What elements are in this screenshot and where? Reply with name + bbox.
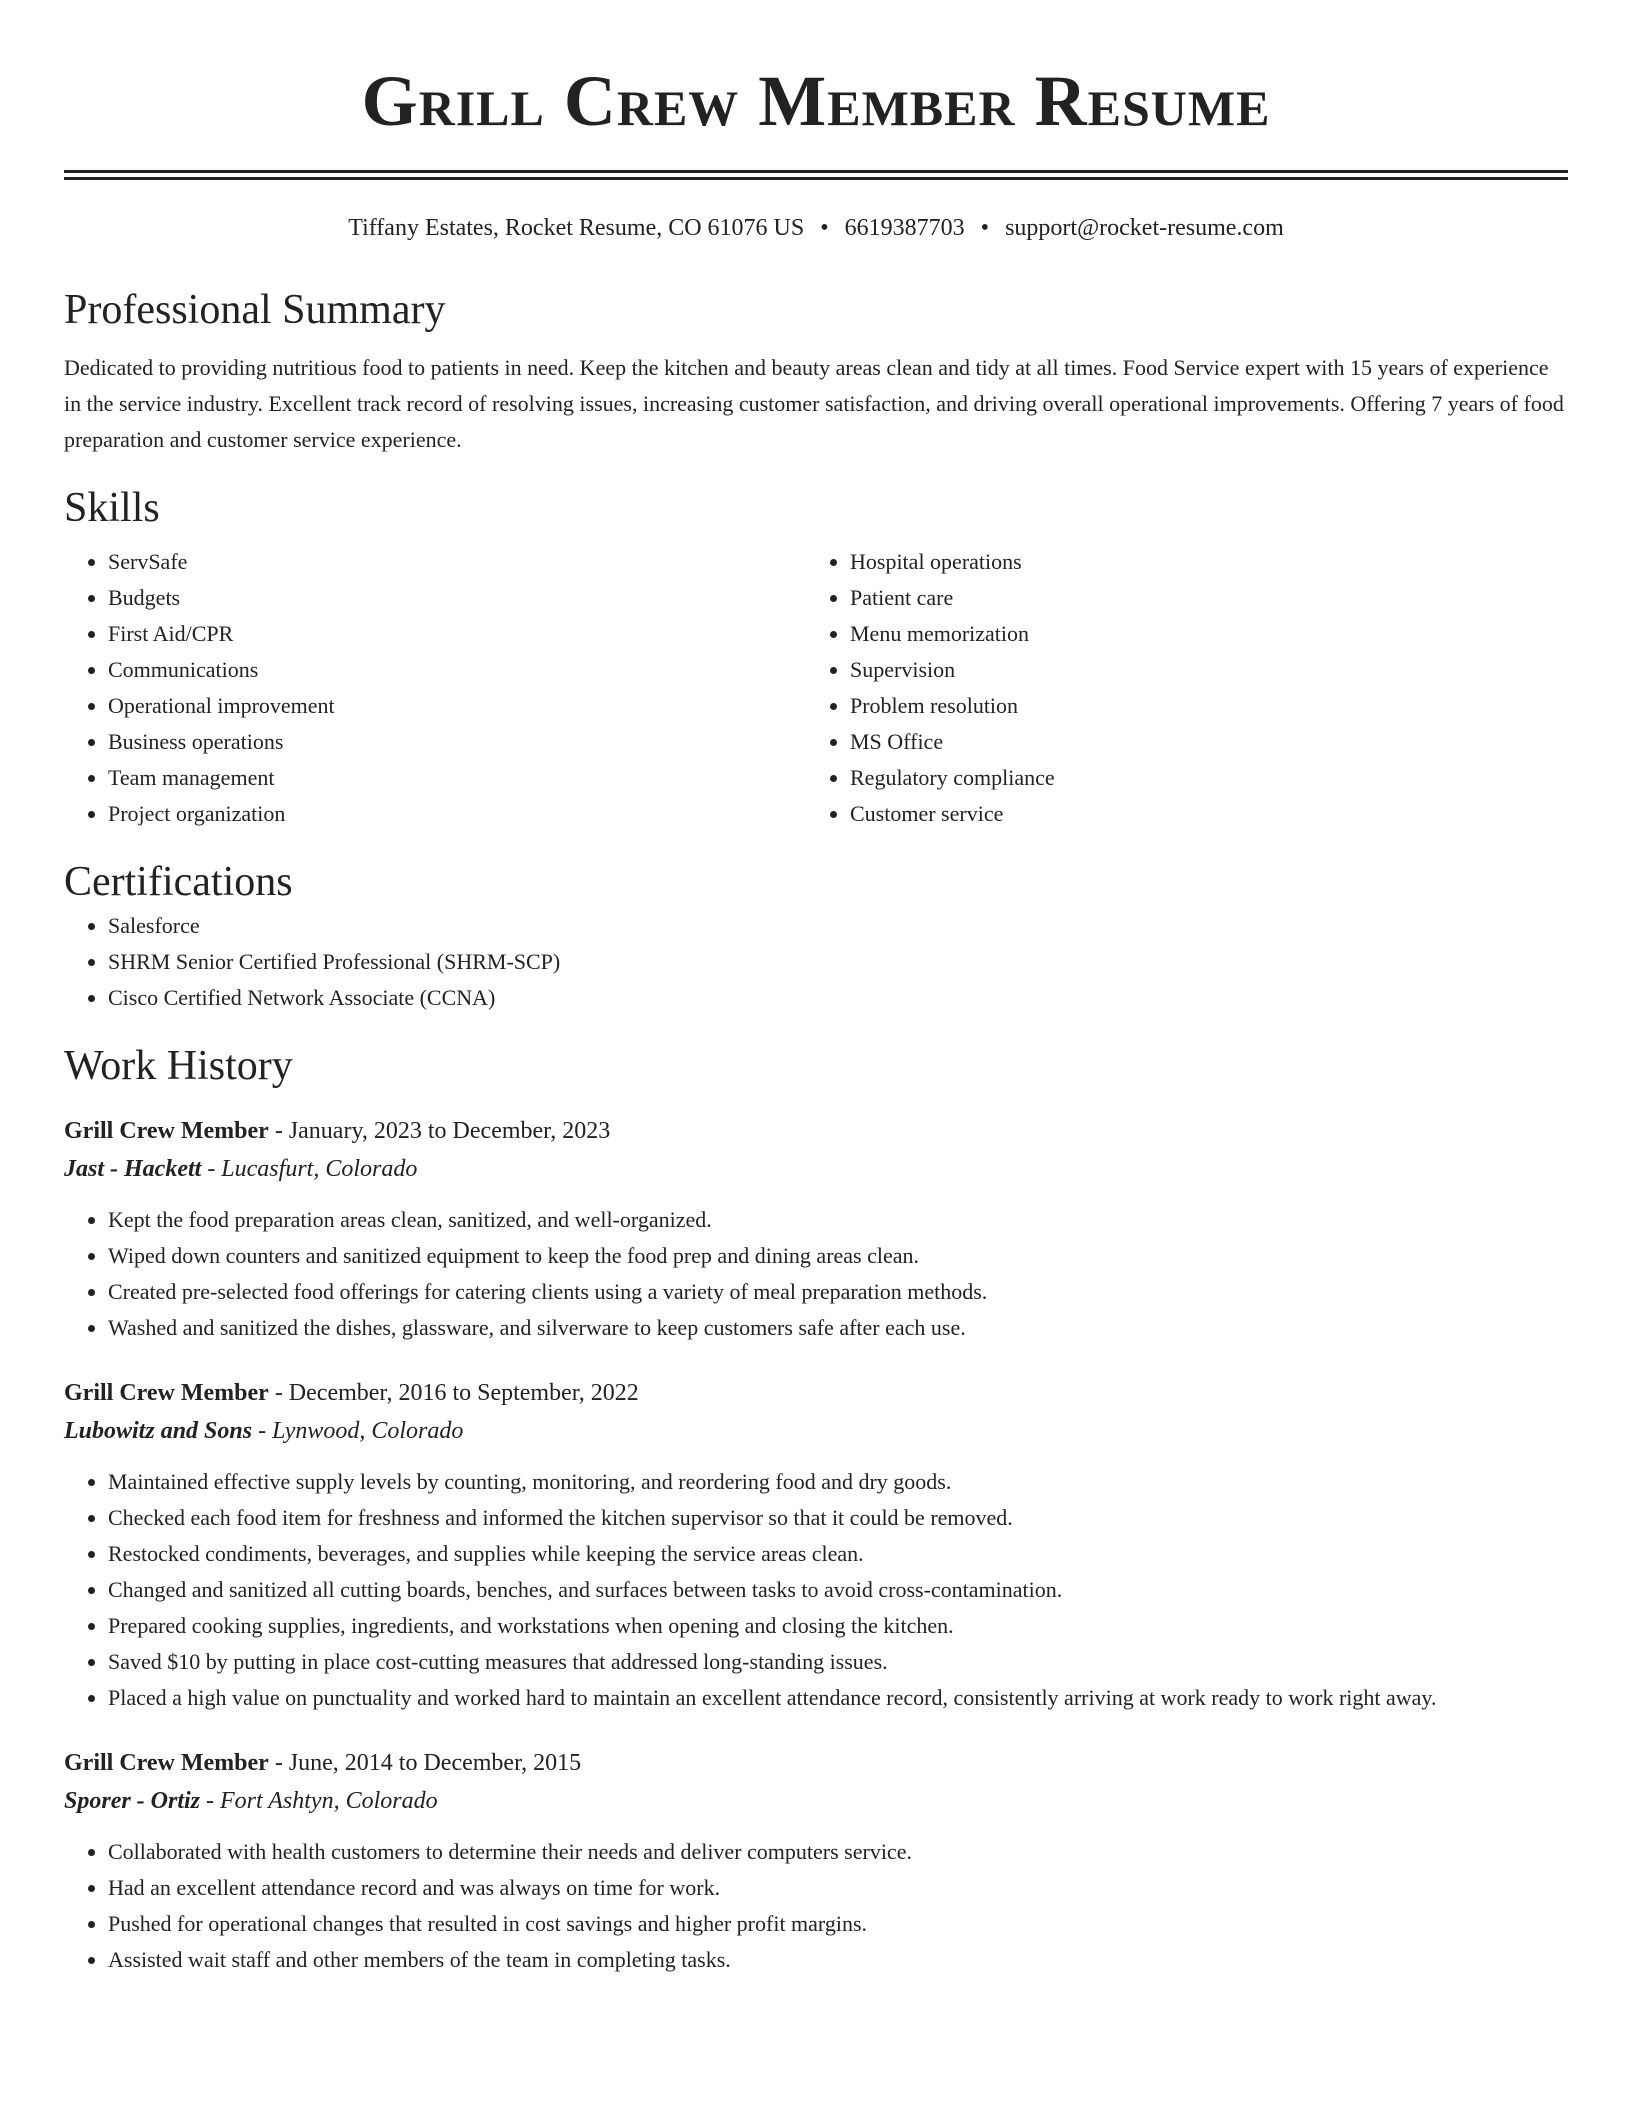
skill-item: • MS Office <box>850 724 1548 760</box>
job-duty: • Placed a high value on punctuality and worked hard to maintain an excellent attendance record, consistently arriving at work ready to work right away. <box>108 1680 1568 1716</box>
skill-item: • Regulatory compliance <box>850 760 1548 796</box>
contact-separator: • <box>980 215 990 241</box>
skill-item: • Communications <box>108 652 806 688</box>
company-location: - Lucasfurt, Colorado <box>201 1156 418 1182</box>
job-duty: • Pushed for operational changes that resulted in cost savings and higher profit margins. <box>108 1906 1568 1942</box>
job-duties-list <box>64 1464 1568 1716</box>
job-duty: • Maintained effective supply levels by counting, monitoring, and reordering food and dry goods. <box>108 1464 1568 1500</box>
work-history-heading: Work History <box>64 1043 293 1089</box>
skills-list-right <box>806 544 1548 832</box>
skills-grid <box>64 544 1568 832</box>
summary-text: Dedicated to providing nutritious food to patients in need. Keep the kitchen and beauty areas clean and tidy at all times. Food Service expert with 15 years of experience in the service industry. Excellent track record of resolving issues, increasing customer satisfaction, and driving overall operational improvements. Offering 7 years of food preparation and customer service experience. <box>64 355 1564 452</box>
skill-item: • Operational improvement <box>108 688 806 724</box>
skill-item: • First Aid/CPR <box>108 616 806 652</box>
company-line <box>64 1782 1568 1820</box>
company-name: Sporer - Ortiz <box>64 1788 201 1814</box>
job-duty: • Checked each food item for freshness and informed the kitchen supervisor so that it could be removed. <box>108 1500 1568 1536</box>
job-title-line <box>64 1374 1568 1412</box>
job-dates: - December, 2016 to September, 2022 <box>268 1380 639 1406</box>
certifications-section <box>64 856 1568 1016</box>
job-duties-list <box>64 1202 1568 1346</box>
skill-item: • Budgets <box>108 580 806 616</box>
job-title: Grill Crew Member <box>64 1380 269 1406</box>
skills-section <box>64 482 1568 832</box>
contact-phone: 6619387703 <box>844 215 965 241</box>
job-duty: • Assisted wait staff and other members of the team in completing tasks. <box>108 1942 1568 1978</box>
certification-item: • Salesforce <box>108 908 1568 944</box>
skill-item: • Business operations <box>108 724 806 760</box>
job-duties-list <box>64 1834 1568 1978</box>
skills-heading: Skills <box>64 485 160 531</box>
job-duty: • Restocked condiments, beverages, and supplies while keeping the service areas clean. <box>108 1536 1568 1572</box>
certifications-list <box>64 908 1568 1016</box>
job-duty: • Wiped down counters and sanitized equipment to keep the food prep and dining areas clean. <box>108 1238 1568 1274</box>
skills-column-right <box>806 544 1548 832</box>
skill-item: • Customer service <box>850 796 1548 832</box>
job-title-line <box>64 1744 1568 1782</box>
job-duty: • Changed and sanitized all cutting boards, benches, and surfaces between tasks to avoid cross-contamination. <box>108 1572 1568 1608</box>
company-location: - Lynwood, Colorado <box>252 1418 464 1444</box>
skills-list-left <box>64 544 806 832</box>
summary-heading: Professional Summary <box>64 287 446 333</box>
skill-item: • Problem resolution <box>850 688 1548 724</box>
contact-address: Tiffany Estates, Rocket Resume, CO 61076 US <box>348 215 805 241</box>
job-duty: • Collaborated with health customers to determine their needs and deliver computers service. <box>108 1834 1568 1870</box>
title-double-rule <box>64 170 1568 180</box>
company-name: Jast - Hackett <box>64 1156 202 1182</box>
skill-item: • Supervision <box>850 652 1548 688</box>
job-duty: • Prepared cooking supplies, ingredients, and workstations when opening and closing the kitchen. <box>108 1608 1568 1644</box>
skill-item: • Project organization <box>108 796 806 832</box>
job-duty: • Had an excellent attendance record and was always on time for work. <box>108 1870 1568 1906</box>
resume-title: Grill Crew Member Resume <box>361 61 1271 141</box>
company-line <box>64 1150 1568 1188</box>
company-location: - Fort Ashtyn, Colorado <box>200 1788 438 1814</box>
job-duty: • Saved $10 by putting in place cost-cutting measures that addressed long-standing issues. <box>108 1644 1568 1680</box>
skill-item: • Menu memorization <box>850 616 1548 652</box>
job-entry <box>64 1112 1568 1346</box>
contact-separator: • <box>820 215 829 241</box>
skill-item: • Team management <box>108 760 806 796</box>
job-title: Grill Crew Member <box>64 1118 269 1144</box>
job-duty: • Washed and sanitized the dishes, glassware, and silverware to keep customers safe after each use. <box>108 1310 1568 1346</box>
certifications-heading: Certifications <box>64 859 293 905</box>
job-duty: • Kept the food preparation areas clean, sanitized, and well-organized. <box>108 1202 1568 1238</box>
job-dates: - January, 2023 to December, 2023 <box>268 1118 611 1144</box>
summary-section <box>64 284 1568 458</box>
job-entry <box>64 1744 1568 1978</box>
certification-item: • SHRM Senior Certified Professional (SHRM-SCP) <box>108 944 1568 980</box>
job-dates: - June, 2014 to December, 2015 <box>268 1750 582 1776</box>
skill-item: • Patient care <box>850 580 1548 616</box>
job-entry <box>64 1374 1568 1716</box>
job-title-line <box>64 1112 1568 1150</box>
skill-item: • Hospital operations <box>850 544 1548 580</box>
job-title: Grill Crew Member <box>64 1750 269 1776</box>
work-history-section <box>64 1040 1568 1978</box>
job-duty: • Created pre-selected food offerings for catering clients using a variety of meal preparation methods. <box>108 1274 1568 1310</box>
certification-item: • Cisco Certified Network Associate (CCNA) <box>108 980 1568 1016</box>
contact-email: support@rocket-resume.com <box>1005 215 1284 241</box>
skill-item: • ServSafe <box>108 544 806 580</box>
contact-line <box>64 212 1568 244</box>
skills-column-left <box>64 544 806 832</box>
company-name: Lubowitz and Sons <box>64 1418 253 1444</box>
company-line <box>64 1412 1568 1450</box>
